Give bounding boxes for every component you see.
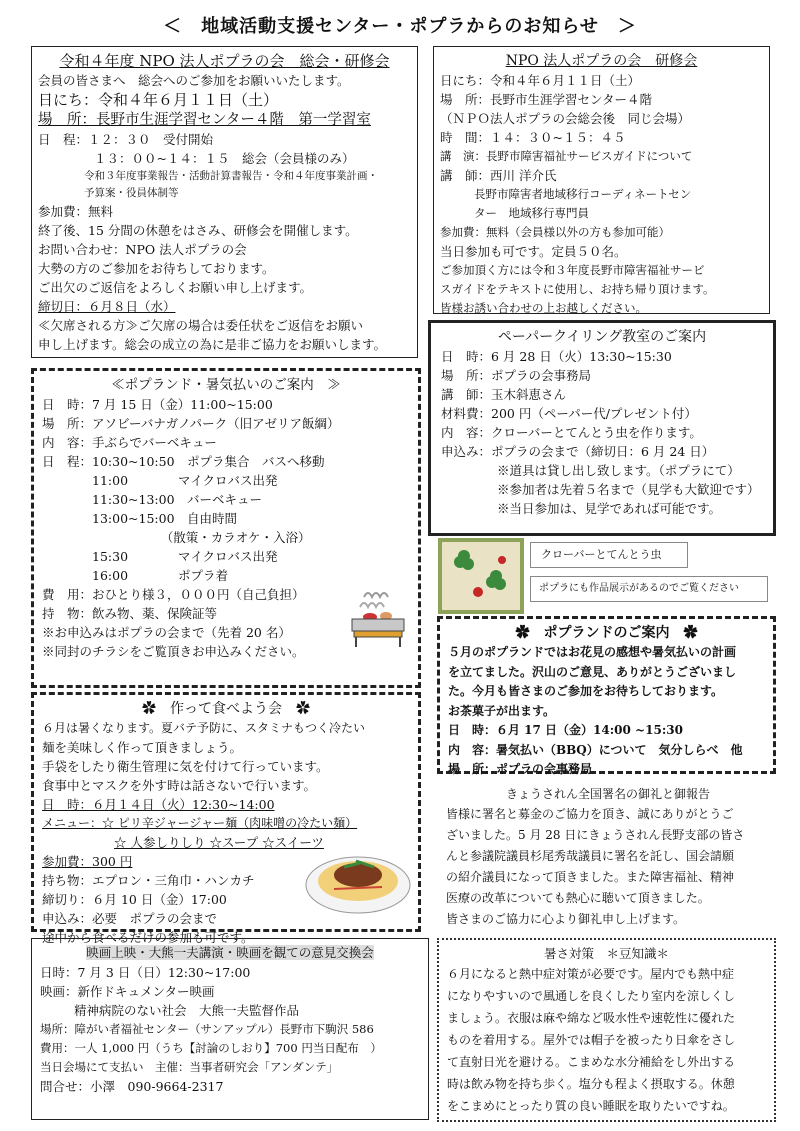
tr-lecture: 講 演：長野市障害福祉サービスガイドについて — [440, 149, 693, 163]
gm-agenda2: 予算案・役員体制等 — [84, 187, 179, 199]
bbq-grill-illustration — [346, 583, 410, 649]
general-meeting-box — [31, 46, 418, 358]
movie-title: 映画上映・大熊一夫講演・映画を観ての意見交換会 — [86, 945, 374, 960]
ck-date: 日 時：６月１４日（火）12:30~14:00 — [42, 797, 275, 812]
ck-p3: 手袋をしたり衛生管理に気を付けて行っています。 — [42, 759, 329, 774]
mv-film1: 映画：新作ドキュメンター映画 — [40, 984, 215, 999]
ht-line-6: をこまめにとったり質の良い睡眠を取りたいですね。 — [447, 1099, 735, 1113]
mv-place: 場所：障がい者福祉センター（サンアップル）長野市下駒沢 586 — [40, 1022, 374, 1036]
ck-deadline: 締切り：６月 10 日（金）17:00 — [42, 892, 227, 907]
poplaland-summer-box — [31, 368, 421, 688]
movie-box — [31, 938, 429, 1120]
pj-title: ✿ ポプランドのご案内 ✿ — [515, 625, 698, 641]
pj-content: 内 容：暑気払い（BBQ）について 気分しらべ 他 — [448, 742, 743, 757]
ck-p1: ６月は暑くなります。夏バテ予防に、スタミナもつく冷たい — [42, 721, 366, 735]
ht-line-2: ましょう。衣服は麻や綿など吸水性や速乾性に優れた — [447, 1011, 736, 1025]
ps-sched-4: （散策・カラオケ・入浴） — [42, 530, 311, 545]
gm-schedule1: 日 程：１２：３０ 受付開始 — [38, 132, 214, 147]
ps-sched-2: 11:30~13:00 バーベキュー — [42, 492, 263, 507]
tr-place: 場 所：長野市生涯学習センター４階 — [440, 92, 653, 107]
ky-line-2: んと参議院議員杉尾秀哉議員に署名を託し、国会請願 — [446, 849, 735, 863]
gm-deadline: 締切日：６月８日（水） — [38, 299, 176, 314]
gm-contact: お問い合わせ：NPO 法人ポプラの会 — [38, 242, 247, 257]
tr-guide2: スガイドをテキストに使用し、お持ち帰り頂けます。 — [440, 282, 715, 296]
ck-apply: 申込み：必要 ポプラの会まで — [42, 911, 218, 926]
ps-sched-6: 16:00 ポプラ着 — [42, 568, 229, 583]
ky-title: きょうされん全国署名の御礼と御報告 — [505, 787, 710, 801]
gm-fee: 参加費：無料 — [38, 204, 114, 219]
ck-fee: 参加費：300 円 — [42, 854, 133, 869]
ht-line-3: ものを着用する。屋外では帽子を被ったり日傘をさし — [447, 1033, 736, 1047]
mv-pay: 当日会場にて支払い 主催：当事者研究会「アンダンテ」 — [40, 1060, 339, 1074]
ht-line-4: て直射日光を避ける。こまめな水分補給をし外出する — [447, 1055, 736, 1069]
ps-sched-0: 日 程：10:30~10:50 ポプラ集合 バスへ移動 — [42, 454, 325, 469]
quilling-caption-1: クローバーとてんとう虫 — [530, 542, 688, 568]
pq-apply: 申込み：ポプラの会まで（締切日：6 月 24 日） — [441, 444, 715, 459]
pj-p2: を立てました。沢山のご意見、ありがとうございまし — [448, 664, 737, 679]
ht-line-0: ６月になると熱中症対策が必要です。屋内でも熱中症 — [447, 967, 735, 981]
gm-welcome: 大勢の方のご参加をお待ちしております。 — [38, 261, 275, 276]
gm-intro: 会員の皆さまへ 総会へのご参加をお願いいたします。 — [38, 73, 350, 88]
mv-date: 日時：7 月 3 日（日）12:30~17:00 — [40, 965, 251, 980]
cooking-box — [31, 692, 421, 945]
gm-date: 日にち：令和４年６月１１日（土） — [38, 91, 279, 109]
heat-tips-box — [437, 938, 776, 1122]
mv-film2: 精神病院のない社会 大熊一夫監督作品 — [74, 1003, 300, 1018]
tr-lecturer1: 講 師：西川 洋介氏 — [440, 168, 557, 183]
ps-content: 内 容：手ぶらでバーベキュー — [42, 435, 217, 450]
kyousaren-box — [440, 780, 776, 930]
ps-sched-5: 15:30 マイクロバス出発 — [42, 549, 278, 564]
ps-apply: ※お申込みはポプラの会まで（先着 20 名） — [42, 625, 291, 640]
gm-after: 終了後、15 分間の休憩をはさみ、研修会を開催します。 — [38, 223, 358, 238]
ht-line-5: 時は飲み物を持ち歩く。塩分も程よく摂取する。休憩 — [447, 1077, 735, 1091]
ky-line-5: 皆さまのご協力に心より御礼申し上げます。 — [446, 912, 686, 926]
gm-place: 場 所：長野市生涯学習センター４階 第一学習室 — [38, 112, 371, 128]
pj-p1: ５月のポプランドではお花見の感想や暑気払いの計画 — [448, 645, 737, 659]
ht-line-1: になりやすいので風通しを良くしたり室内を涼しくし — [447, 989, 736, 1003]
ps-title: ≪ポプランド・暑気払いのご案内 ≫ — [111, 377, 341, 393]
training-title: NPO 法人ポプラの会 研修会 — [505, 53, 698, 69]
ck-menu1: メニュー：☆ ピリ辛ジャージャー麺（肉味噌の冷たい麺） — [42, 816, 358, 830]
ck-items: 持ち物：エプロン・三角巾・ハンカチ — [42, 873, 255, 888]
tr-lecturer3: ター 地域移行専門員 — [474, 206, 589, 220]
ps-sched-1: 11:00 マイクロバス出発 — [42, 473, 278, 488]
ck-p2: 麺を美味しく作って頂きましょう。 — [42, 740, 243, 755]
tr-fee: 参加費：無料（会員様以外の方も参加可能） — [440, 225, 670, 239]
pq-n2: ※参加者は先着５名まで（見学も大歓迎です） — [497, 482, 760, 497]
ck-title: ✿ 作って食べよう会 ✿ — [142, 701, 310, 717]
pj-place: 場 所：ポプラの会事務局 — [448, 762, 593, 776]
pq-content: 内 容：クローバーとてんとう虫を作ります。 — [441, 425, 702, 440]
tr-capacity: 当日参加も可です。定員５０名。 — [440, 244, 627, 259]
training-box — [433, 46, 770, 314]
gm-absent2: 申し上げます。総会の成立の為に是非ご協力をお願いします。 — [38, 337, 387, 352]
ps-flyer: ※同封のチラシをご覧頂きお申込みください。 — [42, 644, 305, 659]
pj-p4: お茶菓子が出ます。 — [448, 703, 556, 718]
pq-teacher: 講 師：玉木斜恵さん — [441, 387, 567, 402]
tr-guide3: 皆様お誘い合わせの上お越しください。 — [440, 301, 647, 315]
gm-absent1: ≪欠席される方≫ご欠席の場合は委任状をご返信をお願い — [38, 318, 364, 333]
pq-place: 場 所：ポプラの会事務局 — [441, 368, 592, 383]
pj-p3: た。今月も皆さまのご参加をお待ちしております。 — [448, 684, 724, 698]
paper-quilling-box — [428, 320, 776, 536]
general-meeting-title: 令和４年度 NPO 法人ポプラの会 総会・研修会 — [59, 52, 390, 70]
ck-p4: 食事中とマスクを外す時は話さないで行います。 — [42, 778, 317, 793]
pj-date: 日 時：６月 17 日（金）14:00 ~15:30 — [448, 723, 683, 737]
pq-title: ペーパークイリング教室のご案内 — [497, 329, 707, 345]
tr-time: 時 間：１４：３０~１５：４５ — [440, 130, 626, 145]
gm-schedule2: １３：００~１４：１５ 総会（会員様のみ） — [94, 151, 355, 166]
gm-agenda1: 令和３年度事業報告・活動計算書報告・令和４年度事業計画・ — [84, 170, 378, 182]
page-title: ＜ 地域活動支援センター・ポプラからのお知らせ ＞ — [163, 16, 637, 37]
pq-n1: ※道具は貸し出し致します。（ポプラにて） — [497, 463, 740, 478]
mv-fee: 費用：一人 1,000 円（うち【討論のしおり】700 円当日配布 ） — [40, 1041, 382, 1055]
ps-place: 場 所：アソビーバナガノパーク（旧アゼリア飯綱） — [42, 416, 340, 431]
ck-note: 途中から食べるだけの参加も可です。 — [42, 930, 254, 945]
gm-reply: ご出欠のご返信をよろしくお願い申し上げます。 — [38, 280, 313, 295]
quilling-photo — [438, 538, 524, 614]
ky-line-1: ざいました。5 月 28 日にきょうされん長野支部の皆さ — [446, 828, 745, 842]
tr-lecturer2: 長野市障害者地域移行コーディネートセン — [474, 187, 692, 201]
pq-n3: ※当日参加は、見学であれば可能です。 — [497, 501, 722, 516]
ky-line-0: 皆様に署名と募金のご協力を頂き、誠にありがとうご — [446, 807, 734, 821]
ky-line-4: 医療の改革についても熱心に聴いて頂きました。 — [446, 891, 710, 905]
tr-guide1: ご参加頂く方には令和３年度長野市障害福祉サービ — [440, 263, 705, 277]
ck-menu2: ☆ 人参しりしり ☆スープ ☆スイーツ — [114, 835, 324, 850]
ps-date: 日 時：7 月 15 日（金）11:00~15:00 — [42, 397, 273, 412]
ky-line-3: の紹介議員になって頂きました。また障害福祉、精神 — [446, 870, 735, 884]
ps-items: 持 物：飲み物、薬、保険証等 — [42, 606, 218, 621]
tr-date: 日にち：令和４年６月１１日（土） — [440, 73, 641, 88]
quilling-caption-2: ポプラにも作品展示があるのでご覧ください — [530, 576, 768, 602]
mv-contact: 問合せ：小澤 090-9664-2317 — [40, 1079, 224, 1094]
pq-materials: 材料費：200 円（ペーパー代/プレゼント付） — [441, 406, 697, 421]
pq-date: 日 時：6 月 28 日（火）13:30~15:30 — [441, 349, 672, 364]
poplaland-june-box — [437, 616, 776, 774]
ps-fee: 費 用：おひとり様３，０００円（自己負担） — [42, 587, 305, 602]
noodle-plate-illustration — [304, 841, 412, 917]
ht-title: 暑さ対策 ＊豆知識＊ — [543, 946, 669, 961]
clover-icon — [442, 542, 520, 610]
ps-sched-3: 13:00~15:00 自由時間 — [42, 511, 238, 526]
tr-note: （ＮＰＯ法人ポプラの会総会後 同じ会場） — [440, 111, 691, 126]
